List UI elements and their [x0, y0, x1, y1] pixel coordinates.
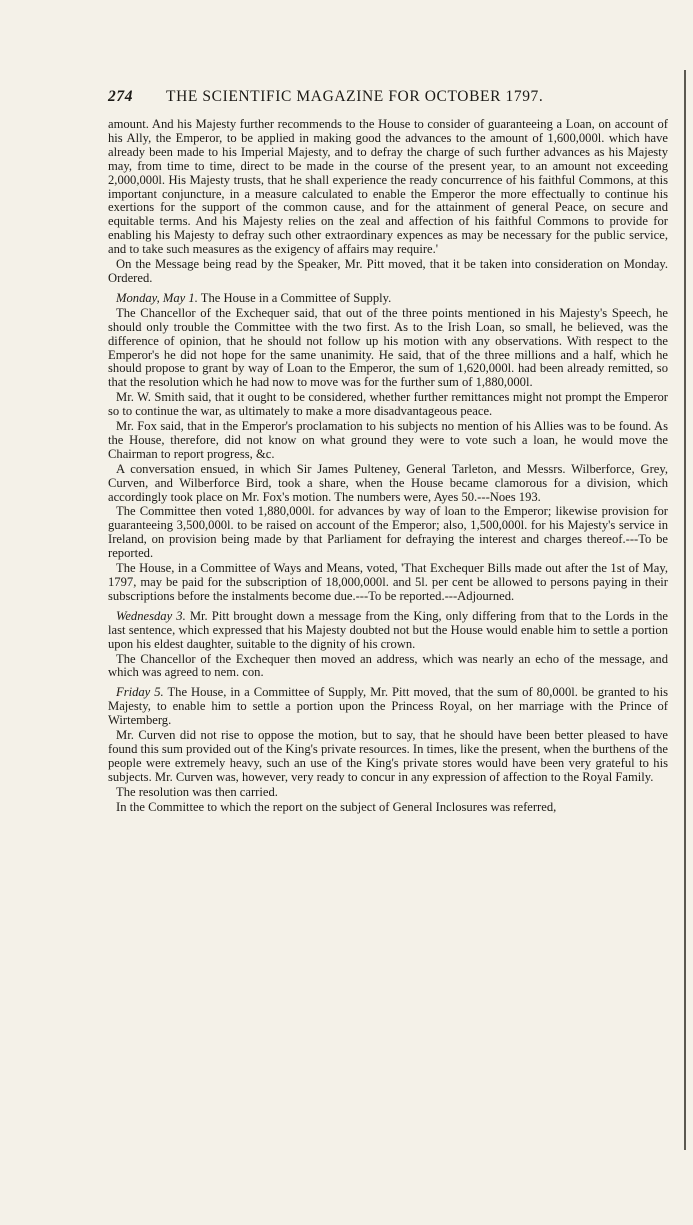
article-body — [108, 118, 668, 815]
date-wednesday: Wednesday 3. — [116, 608, 186, 623]
date-monday: Monday, May 1. — [116, 290, 198, 305]
paragraph-w-smith: Mr. W. Smith said, that it ought to be considered, whether further remittances might not prompt the Emperor so to continue the war, as ultimately to make a more disadvantageous peace. — [108, 390, 668, 419]
paragraph-princess-royal: The House, in a Committee of Supply, Mr. Pitt moved, that the sum of 80,000l. be granted to his Majesty, to enable him to settle a portion upon the Princess Royal, on her marriage with the Prince of Wirtemberg. — [108, 685, 669, 728]
paragraph-fox: Mr. Fox said, that in the Emperor's proclamation to his subjects no mention of his Allies was to be found. As the House, therefore, did not know on what ground they were to vote such a loan, he would move the Chairman to report progress, &c. — [108, 419, 668, 461]
page-edge-rule — [684, 70, 686, 1150]
paragraph-inclosures: In the Committee to which the report on the subject of General Inclosures was referred, — [116, 799, 557, 814]
page-number: 274 — [108, 88, 134, 105]
magazine-page — [108, 88, 668, 816]
paragraph-monday — [108, 292, 668, 306]
paragraph-committee-supply: The House in a Committee of Supply. — [200, 290, 392, 305]
paragraph-wednesday — [108, 610, 668, 652]
paragraph-committee-voted: The Committee then voted 1,880,000l. for advances by way of loan to the Emperor; likewise provision for guaranteeing 3,500,000l. to be raised on account of the Emperor; also, 1,500,000l. for his Majesty's service in Ireland, on provision being made by that Parliament for defraying the interest and charges thereof.---To be reported. — [108, 504, 668, 561]
date-friday: Friday 5. — [116, 685, 164, 700]
paragraph-chancellor: The Chancellor of the Exchequer said, that out of the three points mentioned in his Majesty's Speech, he should only trouble the Committee with the two first. As to the Irish Loan, so small, he believed, was the difference of opinion, that he should not follow up his motion with any observations. With respect to the Emperor's he did not hope for the same unanimity. He said, that of the three millions and a half, which he should propose to grant by way of Loan to the Emperor, the sum of 1,620,000l. had been already remitted, so that the resolution which he had now to move was for the further sum of 1,880,000l. — [108, 305, 668, 390]
paragraph-resolution: The resolution was then carried. — [116, 784, 278, 799]
paragraph-pitt-message: Mr. Pitt brought down a message from the King, only differing from that to the Lords in the last sentence, which expressed that his Majesty doubted not but the House would enable him to settle a portion upon his eldest daughter, suitable to the dignity of his crown. — [108, 608, 668, 651]
paragraph-curven: Mr. Curven did not rise to oppose the motion, but to say, that he should have been better pleased to have found this sum provided out of the King's private resources. In times, like the present, when the burthens of the people were extremely heavy, such an use of the King's private stores would have been very grateful to his subjects. Mr. Curven was, however, very ready to concur in any expression of affection to the Royal Family. — [108, 728, 668, 784]
running-title: THE SCIENTIFIC MAGAZINE FOR OCTOBER 1797. — [166, 88, 544, 105]
paragraph-message-text: amount. And his Majesty further recommends to the House to consider of guaranteeing a Loan, on account of his Ally, the Emperor, to be applied in making good the advances to the amount of 1,600,000l. which have already been made to his Imperial Majesty, and to defray the charge of such further advances as his Majesty may, from time to time, direct to be made in the course of the present year, to an amount not exceeding 2,000,000l. His Majesty trusts, that he shall experience the ready concurrence of his faithful Commons, at this important conjuncture, in a measure calculated to enable the Emperor the more effectually to continue his exertions for the support of the common cause, and for the attainment of general Peace, on secure and equitable terms. And his Majesty relies on the zeal and affection of his faithful Commons to provide for enabling his Majesty to defray such other extraordinary expences as may be necessary for the public service, and to take such measures as the exigency of affairs may require.' — [108, 117, 668, 257]
running-head — [108, 88, 668, 114]
paragraph-friday — [108, 686, 668, 728]
paragraph-ways-means: The House, in a Committee of Ways and Means, voted, 'That Exchequer Bills made out after the 1st of May, 1797, may be paid for the subscription of 18,000,000l. and 5l. per cent be allowed to persons paying in their subscriptions before the instalments become due.---To be reported.---Adjourned. — [108, 561, 668, 603]
paragraph-chancellor-address: The Chancellor of the Exchequer then moved an address, which was nearly an echo of the message, and which was agreed to nem. con. — [108, 651, 668, 680]
paragraph-conversation: A conversation ensued, in which Sir James Pulteney, General Tarleton, and Messrs. Wilberforce, Grey, Curven, and Wilberforce Bird, took a share, when the House became clamorous for a division, which accordingly took place on Mr. Fox's motion. The numbers were, Ayes 50.---Noes 193. — [108, 461, 668, 504]
paragraph-message-read: On the Message being read by the Speaker, Mr. Pitt moved, that it be taken into consideration on Monday. Ordered. — [108, 257, 668, 285]
